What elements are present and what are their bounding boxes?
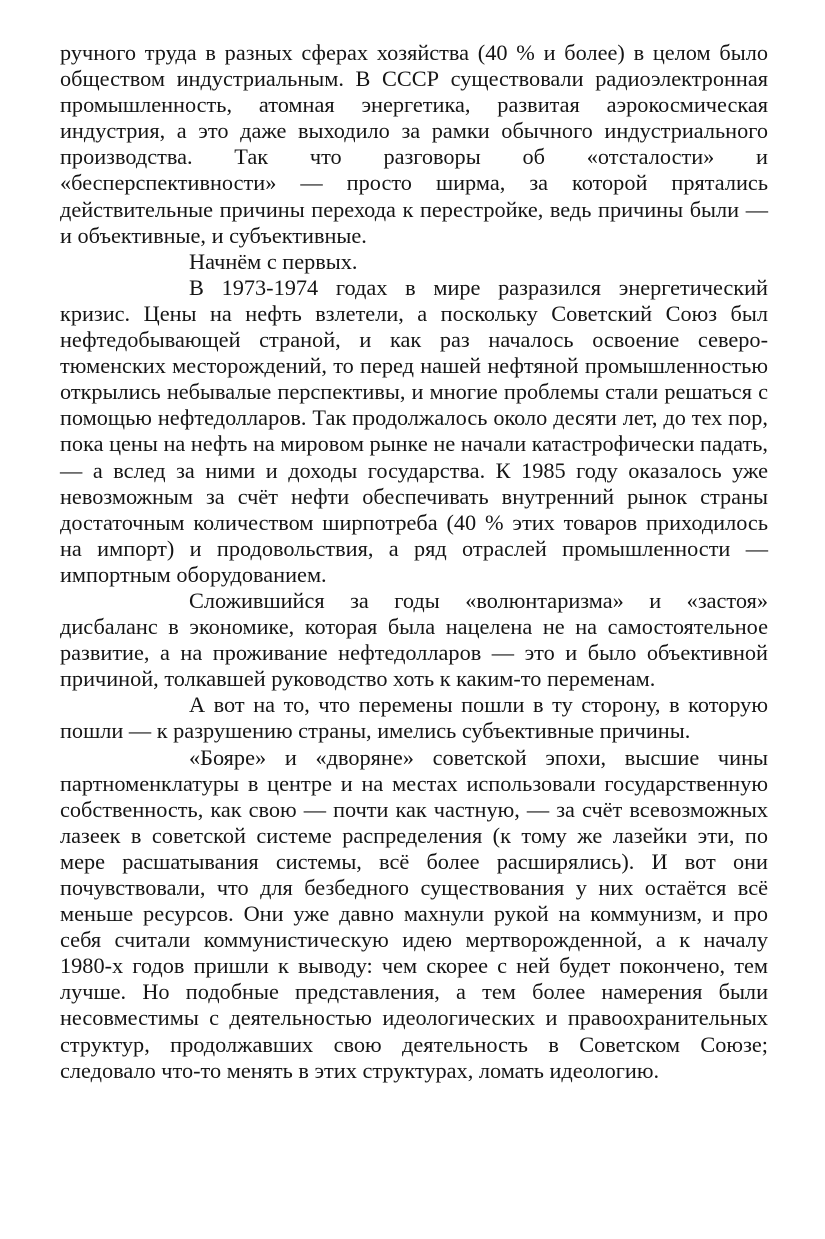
paragraph: ручного труда в разных сферах хозяйства (40 % и более) в целом было обществом индустриальным. В СССР существовали радиоэлектронная промышленность, атомная энергетика, развитая аэрокосмическая индустрия, а это даже выходило за рамки обычного индустриального производства. Так что разговоры об «отсталости» и «бесперспективности» — просто ширма, за которой прятались действительные причины перехода к перестройке, ведь причины были — и объективные, и субъективные.: [60, 40, 768, 248]
paragraph: Сложившийся за годы «волюнтаризма» и «застоя» дисбаланс в экономике, которая была нацелена не на самостоятельное развитие, а на проживание нефтедолларов — это и было объективной причиной, толкавшей руководство хоть к каким-то переменам.: [60, 587, 768, 692]
paragraph: «Бояре» и «дворяне» советской эпохи, высшие чины партноменклатуры в центре и на местах использовали государственную собственность, как свою — почти как частную, — за счёт всевозможных лазеек в советской системе распределения (к тому же лазейки эти, по мере расшатывания системы, всё более расширялись). И вот они почувствовали, что для безбедного существования у них остаётся всё меньше ресурсов. Они уже давно махнули рукой на коммунизм, и про себя считали коммунистическую идею мертворожденной, а к началу 1980-х годов пришли к выводу: чем скорее с ней будет покончено, тем лучше. Но подобные представления, а тем более намерения были несовместимы с деятельностью идеологических и правоохранительных структур, продолжавших свою деятельность в Советском Союзе; следовало что-то менять в этих структурах, ломать идеологию.: [60, 744, 768, 1083]
paragraph: А вот на то, что перемены пошли в ту сторону, в которую пошли — к разрушению страны, имелись субъективные причины.: [60, 692, 768, 744]
paragraph: Начнём с первых.: [189, 248, 358, 274]
paragraph: В 1973-1974 годах в мире разразился энергетический кризис. Цены на нефть взлетели, а поскольку Советский Союз был нефтедобывающей страной, и как раз началось освоение северо-тюменских месторождений, то перед нашей нефтяной промышленностью открылись небывалые перспективы, и многие проблемы стали решаться с помощью нефтедолларов. Так продолжалось около десяти лет, до тех пор, пока цены на нефть на мировом рынке не начали катастрофически падать, — а вслед за ними и доходы государства. К 1985 году оказалось уже невозможным за счёт нефти обеспечивать внутренний рынок страны достаточным количеством ширпотреба (40 % этих товаров приходилось на импорт) и продовольствия, а ряд отраслей промышленности — импортным оборудованием.: [60, 274, 768, 587]
document-page: [60, 40, 768, 1084]
